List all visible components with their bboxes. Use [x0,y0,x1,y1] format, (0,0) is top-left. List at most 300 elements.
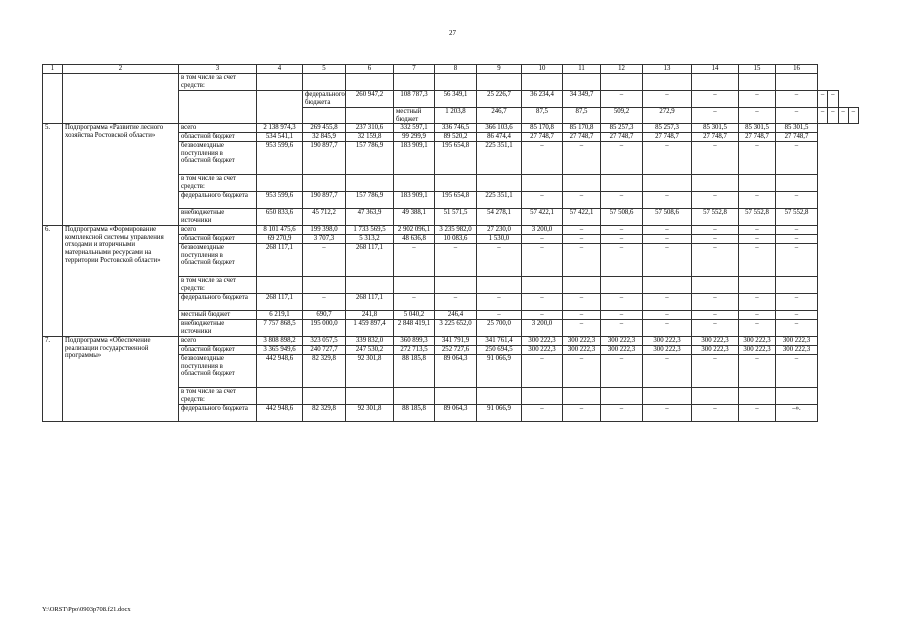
amount-cell: 85 301,5 [776,124,818,133]
amount-cell: – [739,405,776,422]
amount-cell: 360 899,3 [394,337,435,346]
amount-cell: – [692,311,739,320]
amount-cell: 190 897,7 [303,192,346,209]
amount-cell: 27 748,7 [739,133,776,142]
table-row [43,226,859,235]
column-number-row [43,65,859,74]
amount-cell: – [394,294,435,311]
amount-cell: 300 222,3 [643,337,692,346]
amount-cell: 509,2 [601,108,643,124]
amount-cell: 3 235 982,0 [435,226,477,235]
amount-cell: – [601,192,643,209]
funding-source-cell: всего [179,124,257,133]
column-number-cell: 7 [394,65,435,74]
amount-cell [303,277,346,294]
budget-table [42,64,859,422]
amount-cell [435,175,477,192]
amount-cell: – [739,142,776,175]
amount-cell: – [522,294,563,311]
amount-cell: 99 299,9 [394,133,435,142]
amount-cell: – [776,355,818,388]
amount-cell: – [643,320,692,337]
amount-cell: 49 388,1 [394,209,435,226]
amount-cell: – [739,226,776,235]
amount-cell [394,74,435,91]
amount-cell: 268 117,1 [346,294,394,311]
amount-cell: 85 257,3 [643,124,692,133]
amount-cell: – [776,108,818,124]
amount-cell: 69 270,9 [257,235,303,244]
amount-cell: 157 786,9 [346,192,394,209]
funding-source-cell: внебюджетные источники [179,320,257,337]
amount-cell: 25 700,0 [477,320,522,337]
row-number-cell [43,74,63,124]
amount-cell: 51 571,5 [435,209,477,226]
amount-cell: 199 398,0 [303,226,346,235]
funding-source-cell: областной бюджет [179,133,257,142]
amount-cell: 3 365 949,6 [257,346,303,355]
column-number-cell: 3 [179,65,257,74]
amount-cell [692,175,739,192]
amount-cell: – [435,244,477,277]
amount-cell [643,277,692,294]
amount-cell: – [838,108,848,124]
amount-cell: – [739,355,776,388]
amount-cell: 1 459 897,4 [346,320,394,337]
amount-cell: – [643,226,692,235]
amount-cell: 89 520,2 [435,133,477,142]
amount-cell: – [643,311,692,320]
amount-cell: – [776,235,818,244]
funding-source-cell: федерального бюджета [179,294,257,311]
amount-cell: – [643,142,692,175]
amount-cell: – [692,320,739,337]
column-number-cell: 6 [346,65,394,74]
amount-cell: 953 599,6 [257,142,303,175]
amount-cell: – [739,192,776,209]
amount-cell: 3 200,0 [522,320,563,337]
funding-source-cell: федерального бюджета [179,405,257,422]
amount-cell: 25 226,7 [477,91,522,108]
table-row [43,337,859,346]
amount-cell: – [601,235,643,244]
amount-cell [435,74,477,91]
program-name-cell: Подпрограмма «Развитие лесного хозяйства Ростовской области» [63,124,179,226]
amount-cell: 5 313,2 [346,235,394,244]
amount-cell: 57 552,8 [692,209,739,226]
amount-cell: – [692,235,739,244]
amount-cell [563,277,601,294]
funding-source-cell: всего [179,337,257,346]
amount-cell: 36 234,4 [522,91,563,108]
amount-cell: – [601,294,643,311]
amount-cell: 34 349,7 [563,91,601,108]
amount-cell: 57 422,1 [522,209,563,226]
amount-cell [601,74,643,91]
amount-cell [257,175,303,192]
amount-cell: – [692,294,739,311]
amount-cell: – [776,192,818,209]
amount-cell: – [601,226,643,235]
amount-cell: – [601,142,643,175]
amount-cell [692,74,739,91]
amount-cell: – [776,244,818,277]
amount-cell: 27 748,7 [563,133,601,142]
amount-cell: – [601,405,643,422]
amount-cell: – [563,142,601,175]
amount-cell: – [692,192,739,209]
amount-cell: – [303,244,346,277]
amount-cell [563,388,601,405]
amount-cell [346,388,394,405]
amount-cell: 268 117,1 [346,244,394,277]
amount-cell: –». [776,405,818,422]
amount-cell: 5 040,2 [394,311,435,320]
amount-cell: 27 748,7 [692,133,739,142]
amount-cell [435,388,477,405]
program-name-cell [257,91,303,124]
amount-cell: 10 083,6 [435,235,477,244]
amount-cell [257,74,303,91]
amount-cell: 7 757 868,5 [257,320,303,337]
amount-cell [776,277,818,294]
amount-cell: – [692,244,739,277]
amount-cell: 57 552,8 [776,209,818,226]
amount-cell: 85 301,5 [739,124,776,133]
amount-cell: 341 761,4 [477,337,522,346]
amount-cell: 336 746,5 [435,124,477,133]
funding-source-cell: местный бюджет [394,108,435,124]
amount-cell: 92 301,8 [346,405,394,422]
amount-cell [692,277,739,294]
amount-cell: – [692,226,739,235]
amount-cell [435,277,477,294]
amount-cell: – [692,108,739,124]
amount-cell [477,277,522,294]
amount-cell: 442 948,6 [257,405,303,422]
funding-source-cell: местный бюджет [179,311,257,320]
amount-cell: 2 138 974,3 [257,124,303,133]
amount-cell: – [522,235,563,244]
amount-cell: – [828,108,838,124]
amount-cell [776,74,818,91]
amount-cell: – [563,235,601,244]
amount-cell: – [692,405,739,422]
amount-cell: 247 530,2 [346,346,394,355]
table-row [43,74,859,91]
column-number-cell: 4 [257,65,303,74]
amount-cell: 195 000,0 [303,320,346,337]
amount-cell: 87,5 [563,108,601,124]
amount-cell: 300 222,3 [601,346,643,355]
amount-cell: – [643,91,692,108]
amount-cell: – [848,108,858,124]
amount-cell [257,277,303,294]
amount-cell: 3 808 898,2 [257,337,303,346]
amount-cell [692,388,739,405]
amount-cell: – [643,235,692,244]
amount-cell: 300 222,3 [739,337,776,346]
amount-cell: – [739,294,776,311]
amount-cell: 54 278,1 [477,209,522,226]
amount-cell: 246,4 [435,311,477,320]
amount-cell [522,388,563,405]
amount-cell: – [776,294,818,311]
row-number-cell: 7. [43,337,63,422]
amount-cell [303,74,346,91]
amount-cell [563,74,601,91]
amount-cell [303,388,346,405]
amount-cell: – [601,311,643,320]
amount-cell [257,388,303,405]
amount-cell: 92 301,8 [346,355,394,388]
amount-cell: – [776,226,818,235]
amount-cell: 91 066,9 [477,405,522,422]
amount-cell: – [739,91,776,108]
column-number-cell: 5 [303,65,346,74]
amount-cell: 300 222,3 [643,346,692,355]
funding-source-cell: в том числе за счет средств: [179,388,257,405]
amount-cell: 534 541,1 [257,133,303,142]
amount-cell: 85 257,3 [601,124,643,133]
row-number-cell: 6. [43,226,63,337]
amount-cell: 250 694,5 [477,346,522,355]
amount-cell: 56 349,1 [435,91,477,108]
amount-cell: 272 713,5 [394,346,435,355]
amount-cell: 27 230,0 [477,226,522,235]
funding-source-cell: федерального бюджета [179,192,257,209]
funding-source-cell: в том числе за счет средств: [179,277,257,294]
amount-cell [601,175,643,192]
amount-cell: 240 727,7 [303,346,346,355]
amount-cell: – [522,405,563,422]
amount-cell: 48 636,8 [394,235,435,244]
program-name-cell: Подпрограмма «Обеспечение реализации государственной программы» [63,337,179,422]
amount-cell: – [563,355,601,388]
amount-cell: 300 222,3 [522,337,563,346]
amount-cell: 157 786,9 [346,142,394,175]
amount-cell: 183 909,1 [394,142,435,175]
amount-cell: – [563,294,601,311]
amount-cell: – [601,320,643,337]
amount-cell: 225 351,1 [477,192,522,209]
amount-cell [776,175,818,192]
amount-cell [477,388,522,405]
amount-cell [394,277,435,294]
amount-cell: – [522,192,563,209]
amount-cell: 300 222,3 [522,346,563,355]
amount-cell: – [739,320,776,337]
amount-cell: – [776,142,818,175]
amount-cell: 89 064,3 [435,355,477,388]
amount-cell: – [776,91,818,108]
amount-cell: 300 222,3 [563,346,601,355]
funding-source-cell: в том числе за счет средств: [179,74,257,91]
funding-source-cell: областной бюджет [179,346,257,355]
amount-cell: 27 748,7 [643,133,692,142]
amount-cell [346,74,394,91]
amount-cell: 650 833,6 [257,209,303,226]
amount-cell: – [739,244,776,277]
amount-cell [643,74,692,91]
amount-cell [394,388,435,405]
amount-cell [643,388,692,405]
amount-cell: – [563,320,601,337]
amount-cell: 57 552,8 [739,209,776,226]
amount-cell [739,74,776,91]
amount-cell: 27 748,7 [776,133,818,142]
amount-cell: 8 101 475,6 [257,226,303,235]
amount-cell: 88 185,8 [394,405,435,422]
amount-cell: 88 185,8 [394,355,435,388]
amount-cell: 91 066,9 [477,355,522,388]
amount-cell: 6 219,1 [257,311,303,320]
amount-cell: 300 222,3 [776,346,818,355]
amount-cell: 366 103,6 [477,124,522,133]
funding-source-cell: федерального бюджета [303,91,346,108]
amount-cell: – [601,91,643,108]
amount-cell: – [522,244,563,277]
amount-cell: – [601,355,643,388]
amount-cell: – [601,244,643,277]
amount-cell [394,175,435,192]
amount-cell: – [563,192,601,209]
amount-cell [563,175,601,192]
amount-cell: 2 902 096,1 [394,226,435,235]
amount-cell [522,74,563,91]
amount-cell [477,74,522,91]
amount-cell: – [435,294,477,311]
amount-cell: 272,9 [643,108,692,124]
amount-cell: 341 791,9 [435,337,477,346]
amount-cell: – [477,294,522,311]
amount-cell: 268 117,1 [257,244,303,277]
amount-cell: 85 170,8 [563,124,601,133]
amount-cell: – [563,226,601,235]
amount-cell: – [563,405,601,422]
amount-cell: – [818,108,828,124]
amount-cell: 690,7 [303,311,346,320]
amount-cell: – [522,142,563,175]
column-number-cell: 8 [435,65,477,74]
row-number-cell [179,91,257,124]
amount-cell [776,388,818,405]
amount-cell: – [477,311,522,320]
column-number-cell: 10 [522,65,563,74]
amount-cell [522,175,563,192]
column-number-cell: 15 [739,65,776,74]
amount-cell: 339 832,0 [346,337,394,346]
amount-cell: 85 301,5 [692,124,739,133]
column-number-cell: 16 [776,65,818,74]
column-number-cell: 1 [43,65,63,74]
row-number-cell: 5. [43,124,63,226]
amount-cell: 82 329,8 [303,355,346,388]
amount-cell: 1 203,8 [435,108,477,124]
amount-cell: – [643,294,692,311]
amount-cell: 246,7 [477,108,522,124]
amount-cell: 252 727,6 [435,346,477,355]
funding-source-cell: безвозмездные поступления в областной бюджет [179,244,257,277]
amount-cell: – [692,142,739,175]
amount-cell: – [739,235,776,244]
amount-cell: 32 845,9 [303,133,346,142]
column-number-cell: 2 [63,65,179,74]
amount-cell: 32 159,8 [346,133,394,142]
program-name-cell: Подпрограмма «Формирование комплексной системы управления отходами и вторичными материальными ресурсами на территории Ростовской области» [63,226,179,337]
amount-cell [346,277,394,294]
amount-cell: 57 422,1 [563,209,601,226]
amount-cell: 108 787,3 [394,91,435,108]
amount-cell [739,175,776,192]
amount-cell: 2 848 419,1 [394,320,435,337]
amount-cell: – [643,192,692,209]
amount-cell: 300 222,3 [776,337,818,346]
footer-file-path: Y:\ORST\Ppo\0903p708.f21.docx [42,606,131,613]
amount-cell: 195 654,8 [435,192,477,209]
amount-cell: 300 222,3 [739,346,776,355]
amount-cell: 1 530,0 [477,235,522,244]
funding-source-cell: областной бюджет [179,235,257,244]
amount-cell: – [692,355,739,388]
funding-source-cell: безвозмездные поступления в областной бюджет [179,355,257,388]
amount-cell: 332 597,1 [394,124,435,133]
amount-cell: 300 222,3 [601,337,643,346]
amount-cell: – [643,244,692,277]
amount-cell [477,175,522,192]
amount-cell: – [477,244,522,277]
amount-cell: 225 351,1 [477,142,522,175]
amount-cell: – [643,355,692,388]
amount-cell: 3 707,3 [303,235,346,244]
row-number-cell [303,108,346,124]
amount-cell: 27 748,7 [601,133,643,142]
amount-cell: 268 117,1 [257,294,303,311]
amount-cell: 3 200,0 [522,226,563,235]
amount-cell: 85 170,8 [522,124,563,133]
amount-cell: 269 455,8 [303,124,346,133]
amount-cell: – [522,311,563,320]
amount-cell: 300 222,3 [563,337,601,346]
amount-cell [643,175,692,192]
amount-cell: – [776,320,818,337]
column-number-cell: 13 [643,65,692,74]
column-number-cell: 9 [477,65,522,74]
amount-cell: 241,8 [346,311,394,320]
amount-cell: 300 222,3 [692,346,739,355]
amount-cell: 82 329,8 [303,405,346,422]
column-number-cell: 14 [692,65,739,74]
amount-cell: 237 310,6 [346,124,394,133]
amount-cell [303,175,346,192]
amount-cell: 89 064,3 [435,405,477,422]
amount-cell: – [739,311,776,320]
amount-cell: 323 057,5 [303,337,346,346]
amount-cell: 260 947,2 [346,91,394,108]
funding-source-cell: безвозмездные поступления в областной бюджет [179,142,257,175]
amount-cell: – [563,311,601,320]
amount-cell: 86 474,4 [477,133,522,142]
amount-cell: 57 508,6 [643,209,692,226]
amount-cell [522,277,563,294]
amount-cell: – [828,91,838,108]
amount-cell: 442 948,6 [257,355,303,388]
amount-cell [739,277,776,294]
column-number-cell: 12 [601,65,643,74]
amount-cell: – [522,355,563,388]
amount-cell: 45 712,2 [303,209,346,226]
amount-cell: – [563,244,601,277]
